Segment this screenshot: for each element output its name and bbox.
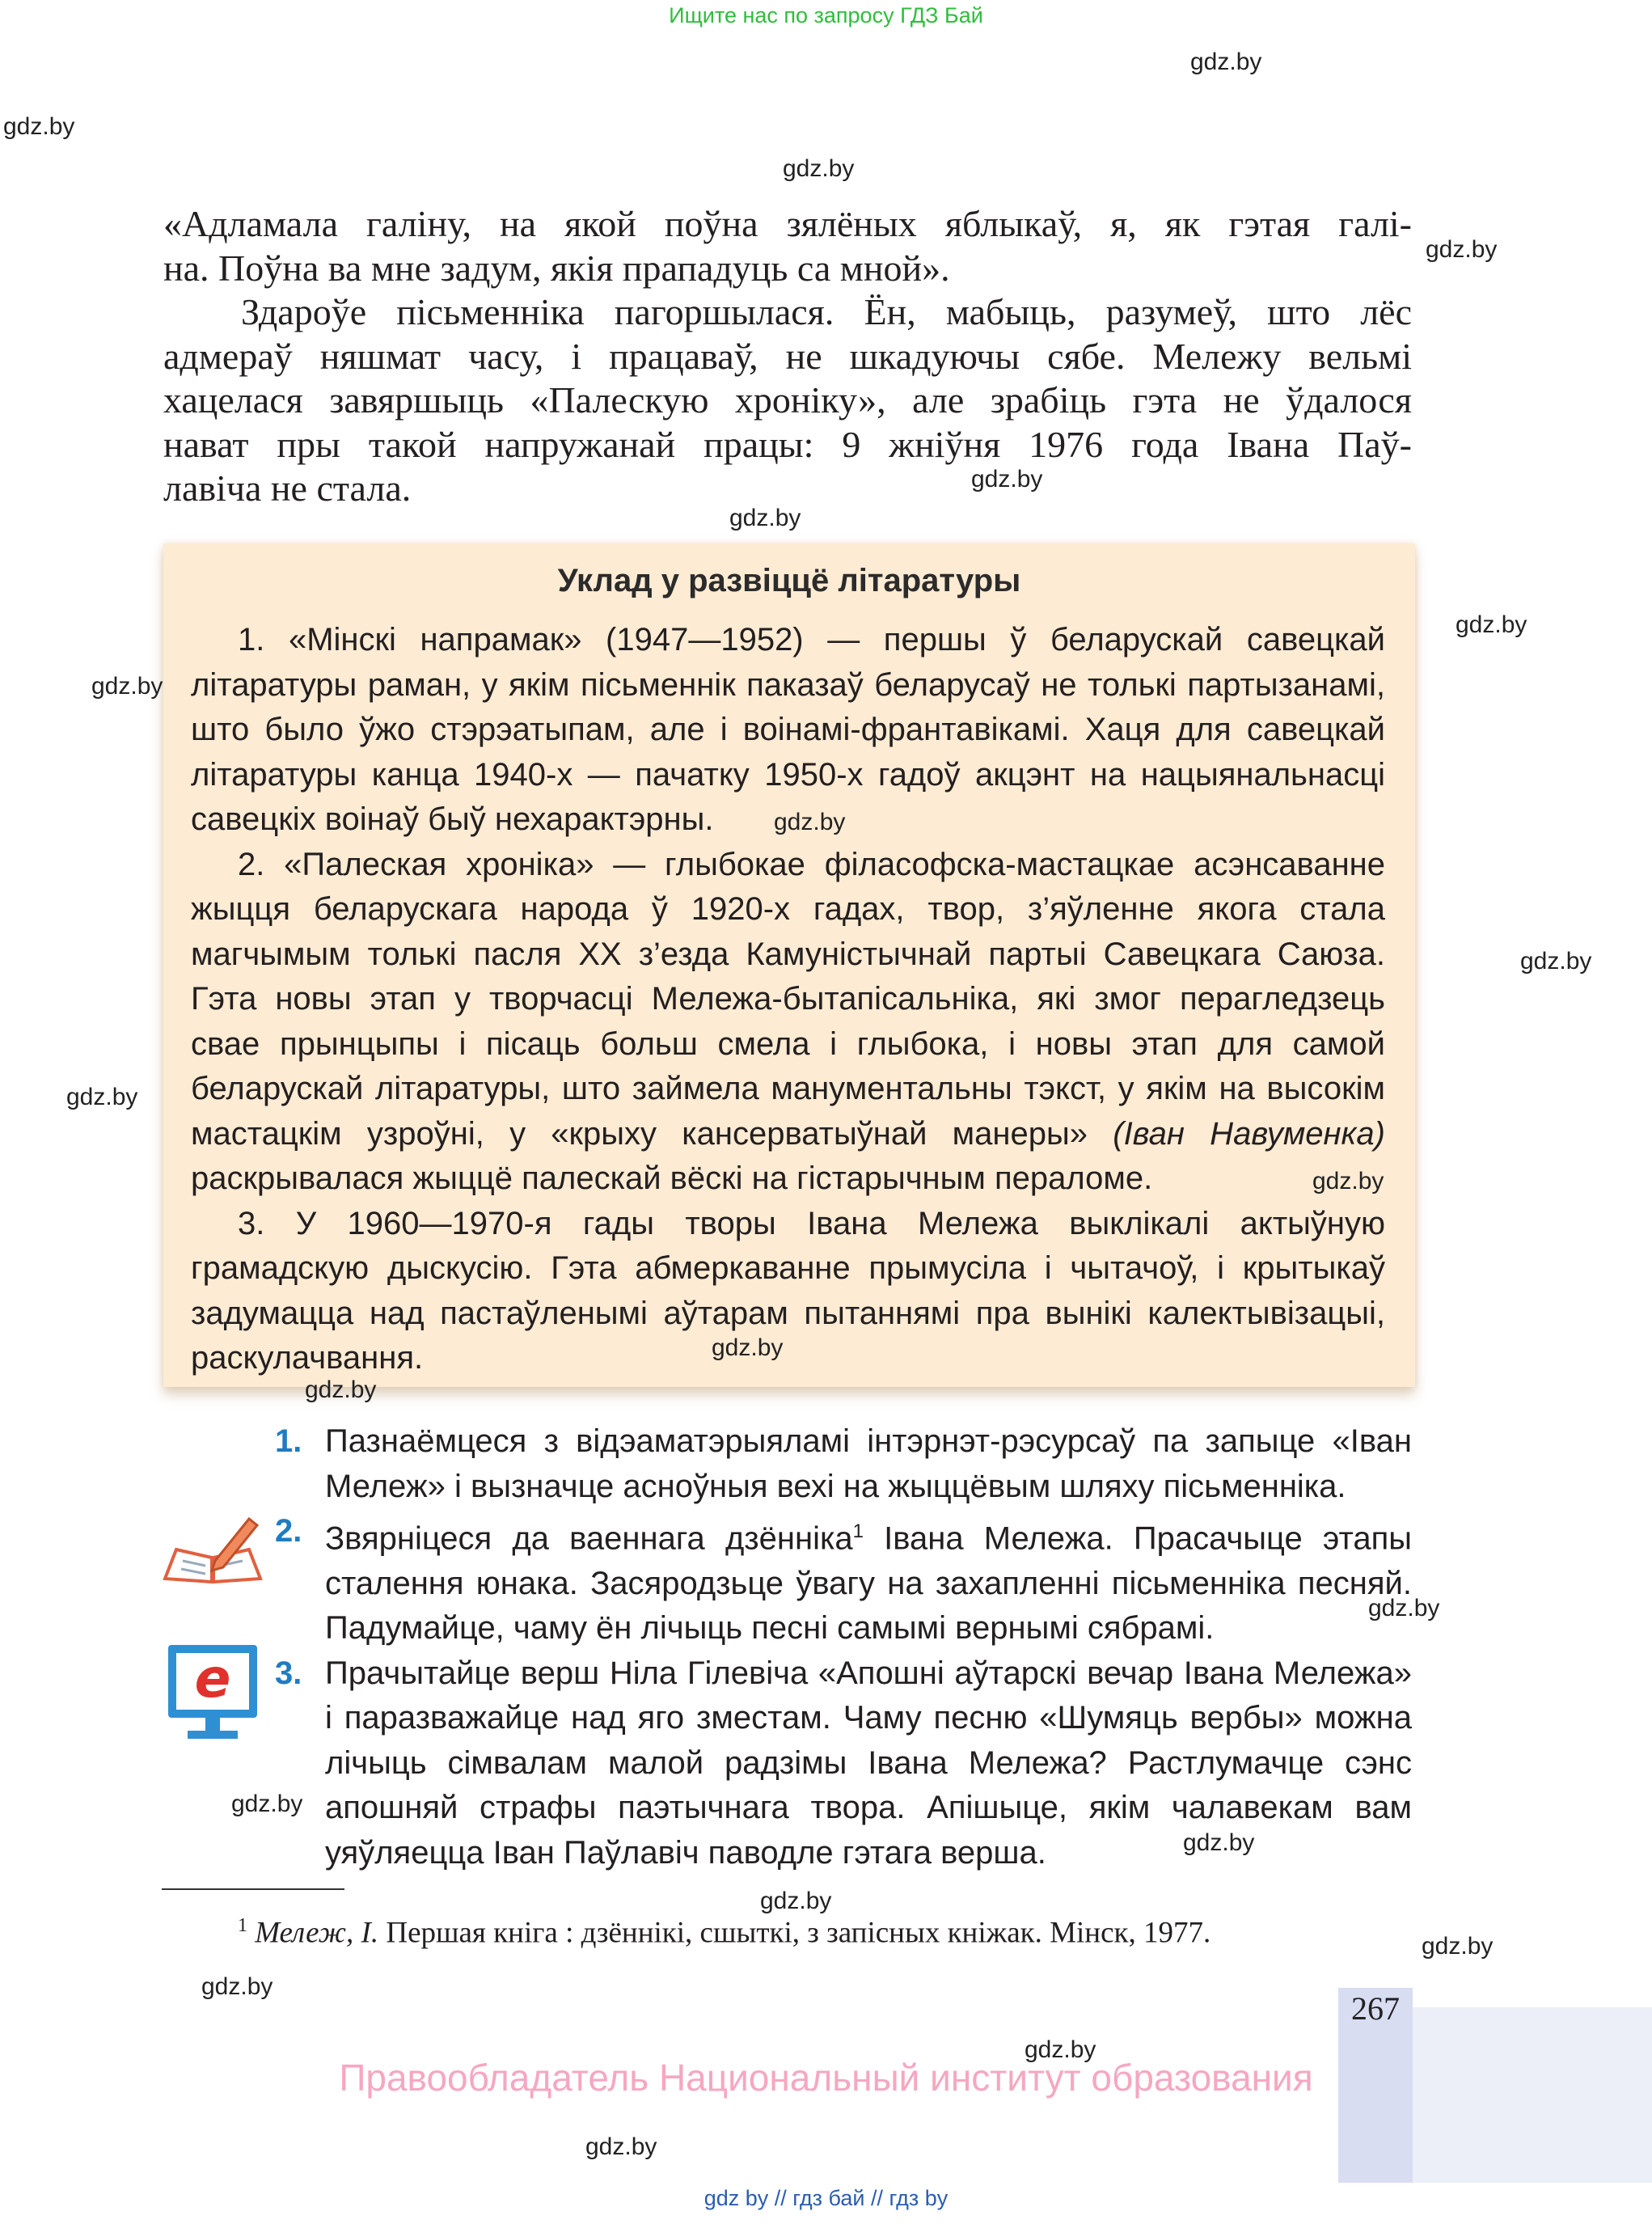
watermark: gdz.by <box>91 673 163 700</box>
task-item <box>275 1509 1412 1651</box>
contribution-box <box>163 543 1415 1387</box>
footnote-ref[interactable]: 1 <box>852 1520 864 1542</box>
footnote-author: Мележ, І. <box>255 1916 379 1950</box>
box-paragraph-2 <box>191 843 1385 1202</box>
task-number: 1. <box>275 1423 302 1459</box>
watermark: gdz.by <box>201 1973 273 2000</box>
intro-line: нават пры такой напружанай працы: 9 жніўня 1976 года Івана Паў- <box>163 423 1412 465</box>
task-text: Прачытайце верш Ніла Гілевіча «Апошні аўтарскі вечар Івана Мележа» і паразважайце над яго зместам. Чаму песню «Шумяць вербы» можна лічыць сімвалам малой радзімы Івана Мележа? Растлумачце сэнс апошняй страфы паэтычнага твора. Апішыце, якім чалавекам вам уяўляецца Іван Паўлавіч паводле гэтага верша. <box>325 1655 1412 1871</box>
footnote-mark: 1 <box>238 1915 247 1936</box>
bottom-links[interactable]: gdz by // гдз бай // гдз by <box>703 2186 949 2210</box>
watermark: gdz.by <box>760 1888 832 1914</box>
watermark: gdz.by <box>585 2133 657 2160</box>
task-number: 3. <box>275 1655 302 1691</box>
intro-line: адмераў няшмат часу, і працаваў, не шкадуючы сябе. Мележу вельмі <box>163 335 1412 377</box>
watermark: gdz.by <box>783 155 855 182</box>
box-paragraph-2-end: раскрывалася жыццё палескай вёскі на гістарычным пераломе. <box>191 1161 1153 1196</box>
box-text <box>191 618 1385 1381</box>
watermark: gdz.by <box>231 1791 303 1817</box>
watermark: gdz.by <box>1426 236 1498 263</box>
task-number: 2. <box>275 1513 302 1549</box>
watermark: gdz.by <box>729 505 801 531</box>
intro-line: лавіча не стала. <box>163 467 412 509</box>
watermark: gdz.by <box>1183 1829 1255 1856</box>
watermark: gdz.by <box>774 809 846 835</box>
intro-line: на. Поўна ва мне задум, якія прападуць са мной». <box>163 247 950 289</box>
task-text-part: Івана Мележа. Прасачыце этапы сталення юнака. Засяродзьце ўвагу на захапленні пісьменніка песняй. Падумайце, чаму ён лічыць песні самымі вернымі сябрамі. <box>325 1520 1412 1647</box>
footnote-divider <box>162 1888 344 1890</box>
page-number: 267 <box>1351 1990 1400 2027</box>
box-paragraph-3: 3. У 1960—1970-я гады творы Івана Мележа выклікалі актыўную грамадскую дыскусію. Гэта абмеркаванне прымусіла і чытачоў, і крытыкаў задумацца над пастаўленымі аўтарам пытаннямі пра вынікі калектывізацыі, раскулачвання. <box>191 1205 1385 1376</box>
watermark: gdz.by <box>1368 1595 1440 1621</box>
box-paragraph-2-text: 2. «Палеская хроніка» — глыбокае філасофска-мастацкае асэнсаванне жыцця беларускага народа ў 1920-х гадах, твор, з’яўленне якога стала магчымым толькі пасля XX з’езда Камуністычнай партыі Савецкага Саюза. Гэта новы этап у творчасці Мележа-бытапісальніка, які змог перагледзець свае прынцыпы і пісаць больш смела і глыбока, і новы этап для самой беларускай літаратуры, што займела манументальны тэкст, у якім на высокім мастацкім узроўні, у «крыху кансерватыўнай манеры» <box>191 846 1385 1152</box>
intro-line: «Адламала галіну, на якой поўна зялёных яблыкаў, я, як гэтая галі- <box>163 203 1412 244</box>
intro-line: Здароўе пісьменніка пагоршылася. Ён, мабыць, разумеў, што лёс <box>241 291 1412 332</box>
task-text-part: Звярніцеся да ваеннага дзённіка <box>325 1520 853 1557</box>
task-text: Пазнаёмцеся з відэаматэрыяламі інтэрнэт-рэсурсаў па запыце «Іван Мележ» і вызначце асноўныя вехі на жыццёвым шляху пісьменніка. <box>325 1423 1412 1504</box>
watermark: gdz.by <box>1025 2036 1096 2063</box>
watermark: gdz.by <box>1190 49 1262 75</box>
watermark: gdz.by <box>1422 1933 1494 1960</box>
watermark: gdz.by <box>971 466 1043 493</box>
footnote <box>238 1915 1210 1950</box>
watermark: gdz.by <box>1312 1168 1384 1194</box>
task-text <box>325 1509 1412 1651</box>
intro-line: хацелася завяршыць «Палескую хроніку», але зрабіць гэта не ўдалося <box>163 379 1412 421</box>
top-search-hint[interactable]: Ищите нас по запросу ГДЗ Бай <box>669 3 983 27</box>
footnote-text: Першая кніга : дзённікі, сшыткі, з запісных кніжак. Мінск, 1977. <box>378 1916 1211 1950</box>
watermark: gdz.by <box>3 113 75 140</box>
watermark: gdz.by <box>1520 948 1592 975</box>
e-monitor-icon <box>165 1642 260 1745</box>
monitor-letter: e <box>194 1647 231 1710</box>
quote-author: (Іван Навуменка) <box>1113 1115 1386 1152</box>
task-item <box>275 1419 1412 1509</box>
watermark: gdz.by <box>305 1376 377 1403</box>
box-paragraph-1: 1. «Мінскі напрамак» (1947—1952) — першы ў беларускай савецкай літаратуры раман, у якім пісьменнік паказаў беларусаў не толькі партызанамі, што было ўжо стэрэатыпам, але і воінамі-франтавікамі. Хаця для савецкай літаратуры канца 1940-х — пачатку 1950-х гадоў акцэнт на нацыянальнасці савецкіх воінаў быў нехарактэрны. <box>191 622 1385 837</box>
watermark: gdz.by <box>66 1084 138 1110</box>
task-list <box>275 1419 1412 1875</box>
watermark: gdz.by <box>712 1334 784 1361</box>
rights-holder: Правообладатель Национальный институт образования <box>339 2057 1313 2099</box>
writing-book-icon <box>158 1511 267 1583</box>
watermark: gdz.by <box>1456 611 1527 638</box>
box-title: Уклад у развіццё літаратуры <box>557 563 1021 598</box>
intro-quote <box>163 202 1412 511</box>
